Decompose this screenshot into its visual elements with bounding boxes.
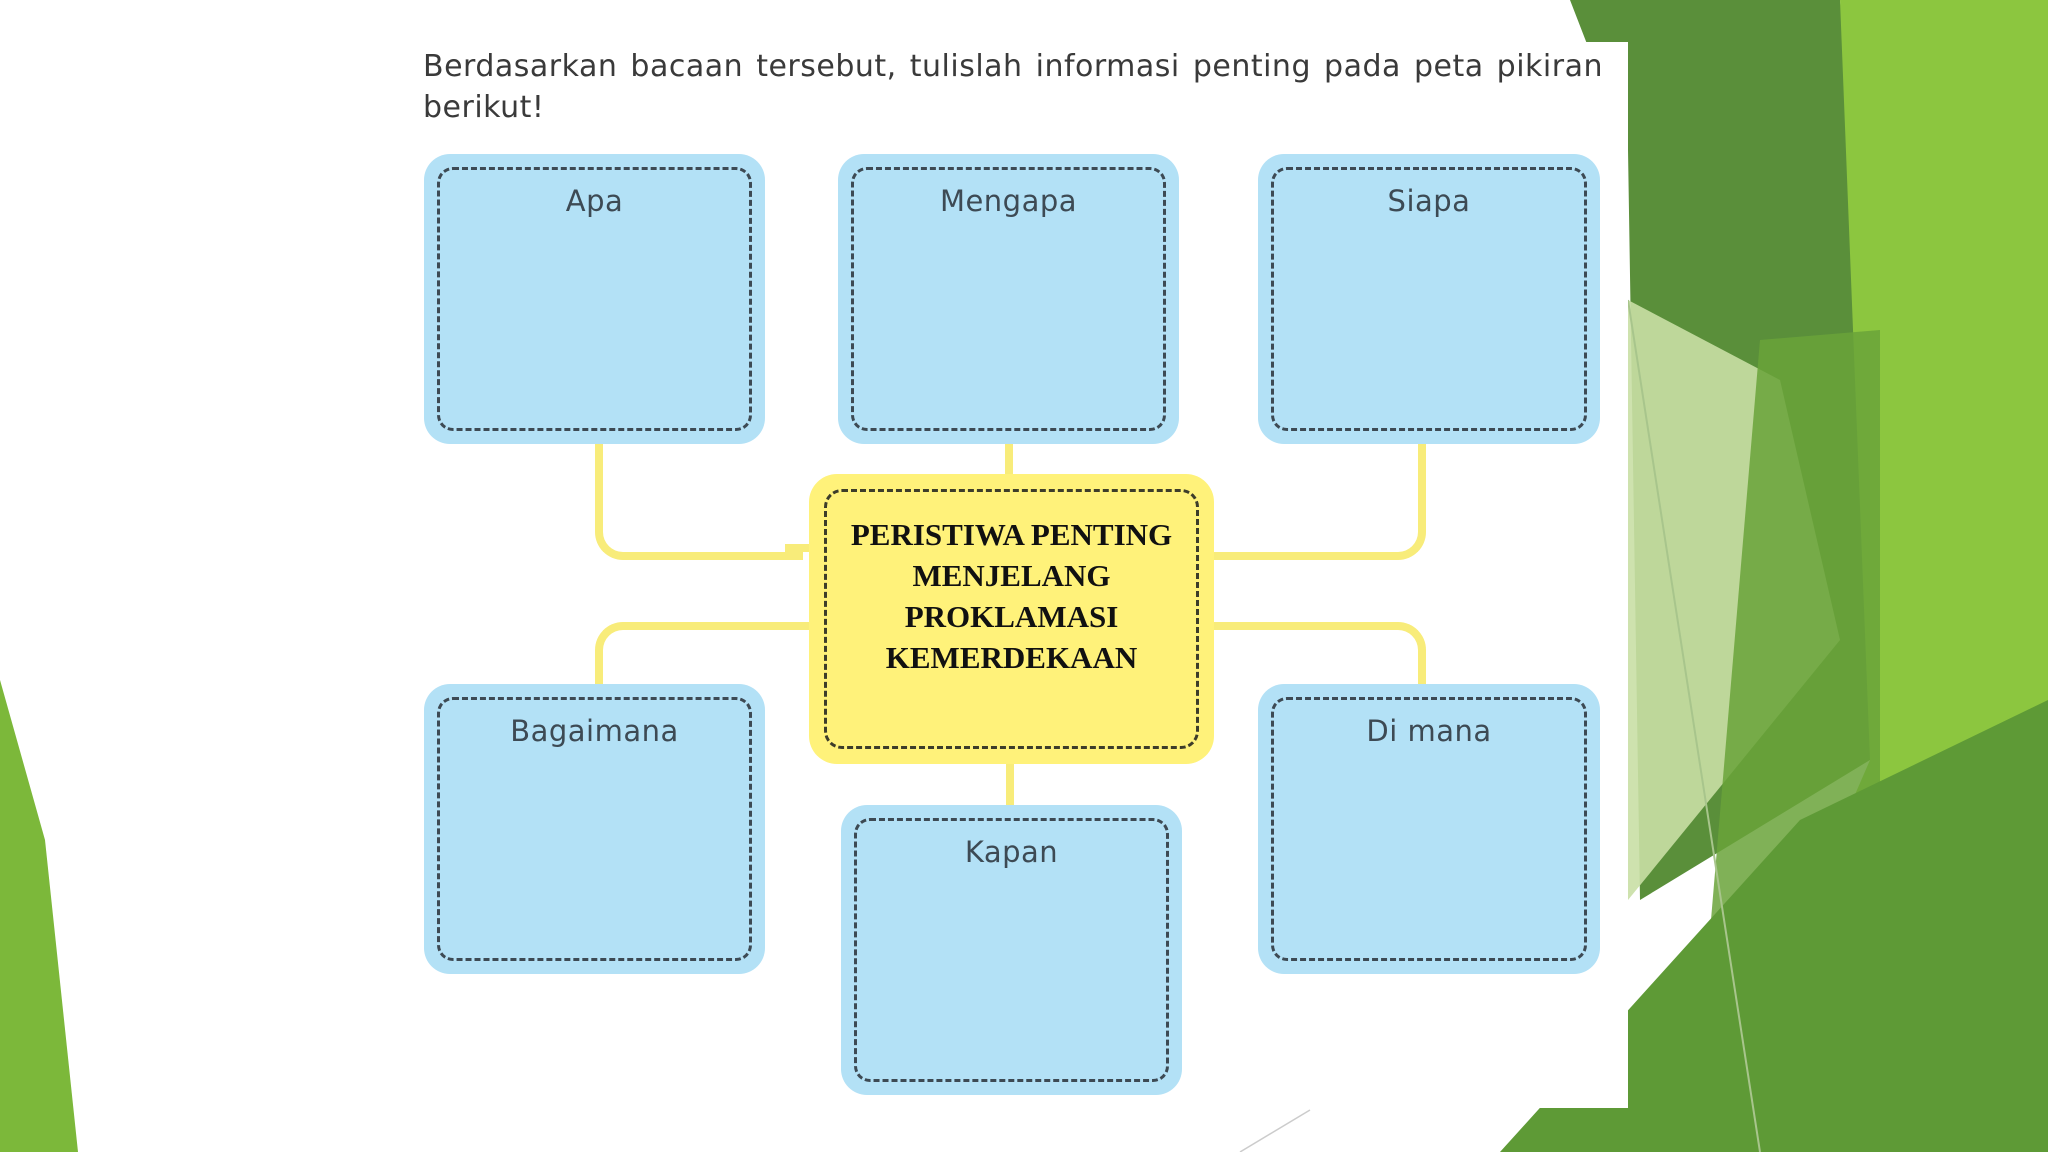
node-kapan-label: Kapan [964, 835, 1059, 869]
instruction-text: Berdasarkan bacaan tersebut, tulislah informasi penting pada peta pikiran berikut! [423, 49, 1603, 125]
connector-siapa [1210, 442, 1426, 560]
node-di-mana [1258, 684, 1600, 974]
node-siapa [1258, 154, 1600, 444]
node-kapan [841, 805, 1182, 1095]
node-mengapa [838, 154, 1179, 444]
node-di-mana-label: Di mana [1366, 714, 1492, 748]
node-apa [424, 154, 765, 444]
connector-top-center [1005, 442, 1013, 476]
node-apa-label: Apa [565, 184, 624, 218]
node-bagaimana [424, 684, 765, 974]
central-topic-node [809, 474, 1214, 764]
node-bagaimana-label: Bagaimana [510, 714, 679, 748]
node-mengapa-label: Mengapa [939, 184, 1078, 218]
left-green-wedge [0, 680, 78, 1152]
node-siapa-label: Siapa [1387, 184, 1471, 218]
connector-apa [595, 442, 803, 560]
central-topic-text: PERISTIWA PENTING MENJELANG PROKLAMASI KEMERDEKAAN [850, 517, 1173, 675]
mind-map-worksheet [405, 42, 1628, 1108]
